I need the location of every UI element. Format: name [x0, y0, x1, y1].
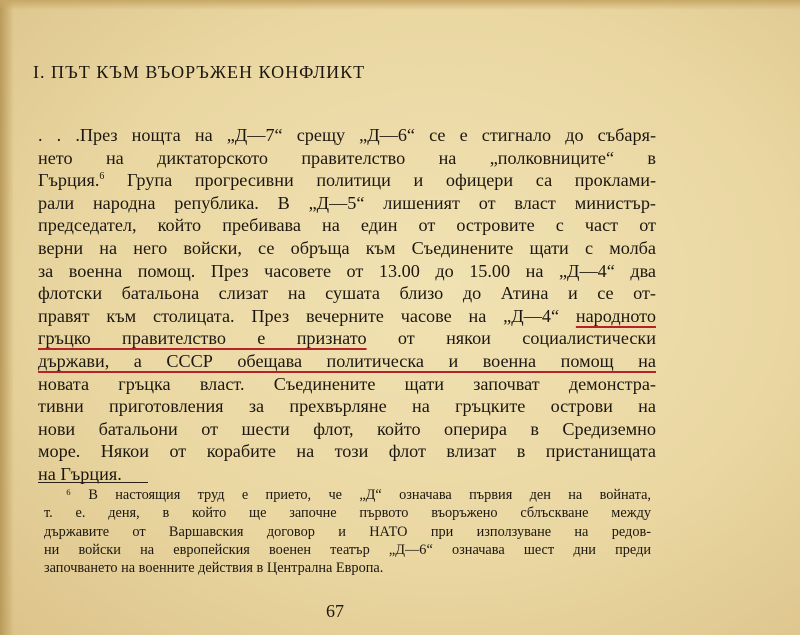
page-top-shadow [0, 0, 800, 10]
footnote [44, 486, 651, 577]
footnote-marker: 6 [99, 171, 105, 183]
footnote-line: държавите от Варшавския договор и НАТО при използуване на редов- [44, 523, 651, 540]
footnote-line: т. е. деня, в който ще започне първото въоръжено сблъскване между [44, 505, 651, 522]
paragraph-line: флотски батальона слизат на сушата близо до Атина и се от- [38, 283, 656, 304]
footnote-divider [38, 482, 148, 483]
footnote-line: ни войски на европейския военен театър „Д—6“ означава шест дни преди [44, 541, 651, 558]
footnote-line: започването на военните действия в Централна Европа. [44, 560, 384, 577]
chapter-title: I. ПЪТ КЪМ ВЪОРЪЖЕН КОНФЛИКТ [33, 62, 366, 82]
paragraph-line: новата гръцка власт. Съединените щати започват демонстра- [38, 373, 656, 394]
paragraph-line: нето на диктаторското правителство на „полковниците“ в [38, 147, 656, 168]
page-number: 67 [326, 601, 344, 621]
paragraph-line: рали народна република. В „Д—5“ лишеният от власт министър- [38, 192, 656, 213]
underlined-text: гръцко правителство е признато [38, 328, 367, 349]
main-paragraph [38, 124, 656, 486]
paragraph-line: председател, който пребивава на един от островите с част от [38, 215, 656, 236]
paragraph-line: море. Някои от корабите на този флот влизат в пристанищата [38, 441, 656, 462]
paragraph-line: верни на него войски, се обръща към Съединените щати с молба [38, 237, 656, 258]
paragraph-line [38, 350, 656, 373]
underlined-text: народното [575, 305, 656, 326]
page-edge-shadow [0, 0, 14, 635]
paragraph-line: Гърция.$^6$ Група прогресивни политици и офицери са проклами- [38, 170, 656, 191]
paragraph-line: гръцко правителство е признато от някои социалистически [38, 328, 656, 349]
paragraph-line: . . .През нощта на „Д—7“ срещу „Д—6“ се е стигнало до събаря- [38, 125, 656, 145]
paragraph-line: правят към столицата. През вечерните часове на „Д—4“ народното [38, 305, 656, 326]
paragraph-line: на Гърция. [38, 463, 122, 484]
paragraph-line: нови батальони от шести флот, който оперира в Средиземно [38, 418, 656, 439]
underlined-text: държави, а СССР обещава политическа и военна помощ на [38, 350, 656, 371]
paragraph-line: за военна помощ. През часовете от 13.00 до 15.00 на „Д—4“ два [38, 260, 656, 281]
paragraph-line: тивни приготовления за прехвърляне на гръцките острови на [38, 396, 656, 417]
footnote-line: ⁶ В настоящия труд е прието, че „Д“ означава първия ден на войната, [66, 487, 651, 503]
